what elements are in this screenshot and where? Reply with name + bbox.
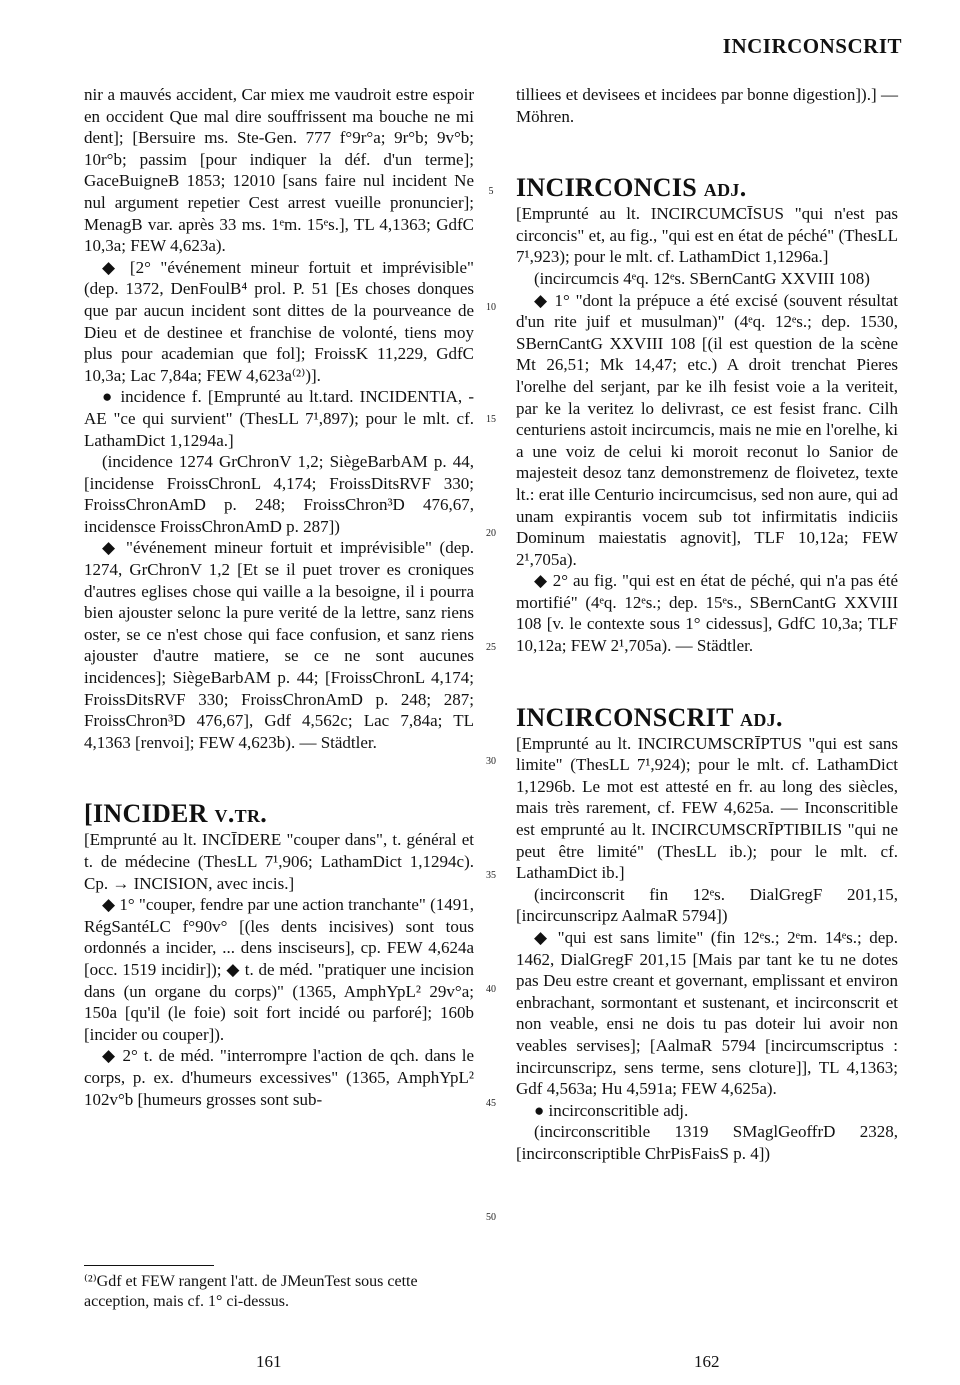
line-number: 5 — [488, 186, 494, 197]
sense-paragraph: ◆ 2° au fig. "qui est en état de péché, qui n'a pas été mortifié" (4ᵉq. 12ᵉs.; dep. 15ᵉs., SBernCantG XXVIII 108 [v. le contexte sous 1° cidessus], GdfC 10,3a; TLF 10,12a; FEW 2¹,705a). — Städtler. — [516, 571, 898, 656]
forms-paragraph: (incirconscrit fin 12ᵉs. DialGregF 201,15, [incircunscripz AalmaR 5794]) — [516, 884, 898, 926]
forms-paragraph: (incirconscritible 1319 SMaglGeoffrD 2328, [incirconscriptible ChrPisFaisS p. 4]) — [516, 1122, 898, 1163]
forms-paragraph: (incircumcis 4ᵉq. 12ᵉs. SBernCantG XXVIII 108) — [534, 268, 870, 288]
line-number: 45 — [486, 1098, 496, 1109]
line-number: 30 — [486, 756, 496, 767]
derivative-entry: ● incirconscritible adj. — [534, 1100, 689, 1120]
line-number: 50 — [486, 1212, 496, 1223]
sense-paragraph: ◆ "qui est sans limite" (fin 12ᵉs.; 2ᵉm. 14ᵉs.; dep. 1462, DialGregF 201,15 [Mais par tant ke tu ne dotes pas Deu estre creant et governant, emplissant et environ enbrachant, sormontant et sustenant, et incirconscrit et non veable, ensi ne dois tu pas doteir lui avoir non veables servises]; [AalmaR 5794 [incircumscriptus : incircunscripz, sens terme, sens cloture]], TL 4,1363; Gdf 4,563a; Hu 4,591a; FEW 4,625a). — [516, 928, 898, 1099]
left-column — [84, 84, 474, 1110]
etymology-paragraph: [Emprunté au lt. INCIRCUMCĪSUS "qui n'est pas circoncis" et, au fig., "qui est en état de péché" (ThesLL 7¹,923); pour le mlt. cf. LathamDict 1,1296a.] — [516, 204, 898, 267]
footnote-rule — [84, 1265, 214, 1266]
footnote: ⁽²⁾Gdf et FEW rangent l'att. de JMeunTest sous cette acception, mais cf. 1° ci-dessus. — [84, 1273, 418, 1310]
page-number-right: 162 — [694, 1352, 720, 1371]
sense-paragraph: ◆ 2° t. de méd. "interrompre l'action de qch. dans le corps, p. ex. d'humeurs excessives" (1365, AmphYpL² 102v°b [humeurs grosses sont sub- — [84, 1046, 474, 1109]
forms-paragraph: (incidence 1274 GrChronV 1,2; SiègeBarbAM p. 44, [incidense FroissChronL 4,174; FroissDitsRVF 330; FroissChronAmD p. 248; FroissChron³D 476,67, incidensce FroissChronAmD p. 287]) — [84, 452, 474, 536]
headword-incirconscrit: INCIRCONSCRIT adj. — [516, 702, 783, 732]
headword-incider: [INCIDER v.tr. — [84, 799, 268, 829]
derivative-entry: ● incidence f. [Emprunté au lt.tard. INCIDENTIA, -AE "ce qui survient" (ThesLL 7¹,897); pour le mlt. cf. LathamDict 1,1294a.] — [84, 387, 474, 450]
paragraph: tilliees et devisees et incidees par bonne digestion]).] — Möhren. — [516, 85, 898, 126]
sense-paragraph: ◆ 1° "couper, fendre par une action tranchante" (1491, RégSantéLC f°90v° [(les dents incisives) sont tous ordonnés a incider, ... dens insciseurs], cp. FEW 4,624a [occ. 1519 incidir]); ◆ t. de méd. "pratiquer une incision dans (un organe du corps)" (1365, AmphYpL² 29v°a; 150a [qu'il (le foie) soit fort incidé ou parforé]; 160b [incider ou couper]). — [84, 895, 474, 1044]
headword-incirconcis: INCIRCONCIS adj. — [516, 173, 747, 203]
etymology-paragraph: [Emprunté au lt. INCĪDERE "couper dans", t. général et t. de médecine (ThesLL 7¹,906; LathamDict 1,1294c). Cp. → INCISION, avec incis.] — [84, 830, 474, 893]
line-number: 40 — [486, 984, 496, 995]
page-number-left: 161 — [256, 1352, 282, 1371]
line-number: 25 — [486, 642, 496, 653]
line-number: 35 — [486, 870, 496, 881]
right-column — [516, 84, 898, 1165]
etymology-paragraph: [Emprunté au lt. INCIRCUMSCRĪPTUS "qui est sans limite" (ThesLL 7¹,924); pour le mlt. cf. LathamDict 1,1296b. Le mot est attesté en fr. au long des siècles, mais très rarement, cf. FEW 4,625a. — Inconscritible est emprunté au lt. INCIRCUMSCRĪPTIBILIS "qui ne peut être limité" (ThesLL ib.); pour le mlt. cf. LathamDict ib.] — [516, 733, 898, 883]
running-head: INCIRCONSCRIT — [722, 34, 902, 58]
line-number: 10 — [486, 302, 496, 313]
sense-paragraph: ◆ "événement mineur fortuit et imprévisible" (dep. 1274, GrChronV 1,2 [Et se il puet trover es croniques d'autres eglises chose qui vaille a la besoigne, il i pourra bien ajouster selonc la pure verité de la lettre, sanz riens oster, se ce n'est chose qui face confusion, et sanz riens ajouster d'autre matiere, se ce ne sont aucunes incidences]; SiègeBarbAM p. 44; [FroissChronL 4,174; FroissDitsRVF 330; FroissChronAmD p. 248; 287; FroissChron³D 476,67], Gdf 4,562c; Lac 7,84a; TL 4,1363 [renvoi]; FEW 4,623b). — Städtler. — [84, 538, 474, 752]
sense-paragraph: ◆ 1° "dont la prépuce a été excisé (souvent résultat d'un rite juif et musulman)" (4ᵉq. 12ᵉs.; dep. 1530, SBernCantG XXVIII 108 [(il est question de la scène Mt 26,51; Mk 14,47; etc.) A droit trenchat Pieres l'orelhe del serjant, par ke ilh fesist voie a la veriteit, par ke la veritez lo delivrast, ce est fesist franc. Cilh centuriens astoit incircumcis, mais ne mie en l'orelhe, ki a une voiz de celui ki moroit reconut lo Sanior de majesteit desoz tanz demonstremenz de floivetez, texte lt.: erat ille Centurio incircumcisus, sed non aure, qui ad unam expirantis vocem sub tot infirmitatis indiciis Dominum maiestatis agnovit], TLF 10,12a; FEW 2¹,705a). — [516, 290, 898, 569]
line-number: 20 — [486, 528, 496, 539]
sense-paragraph: ◆ [2° "événement mineur fortuit et imprévisible" (dep. 1372, DenFoulB⁴ prol. P. 51 [Es choses donques que par aucun incident sont dittes de la pourveance de Dieu et de destinee et franchise de volonté, tiens moy plus pour academian que fol]; FroissK 11,229, GdfC 10,3a; Lac 7,84a; FEW 4,623a⁽²⁾)]. — [84, 257, 474, 385]
line-number: 15 — [486, 414, 496, 425]
paragraph: nir a mauvés accident, Car miex me vaudroit estre espoir en occident Que mal dire souffrissent ma bouche ne mi dent]; [Bersuire ms. Ste-Gen. 777 f°9r°a; 9r°b; 9v°b; 10r°b; passim [pour indiquer la déf. d'un terme]; GaceBuigneB 1853; 12010 [sans faire nul incident Ne nul argument repetier Cest arrest vueille pronuncier]; MenagB var. après 33 ms. 1ᵉm. 15ᵉs.], TL 4,1363; GdfC 10,3a; FEW 4,623a). — [84, 85, 474, 256]
